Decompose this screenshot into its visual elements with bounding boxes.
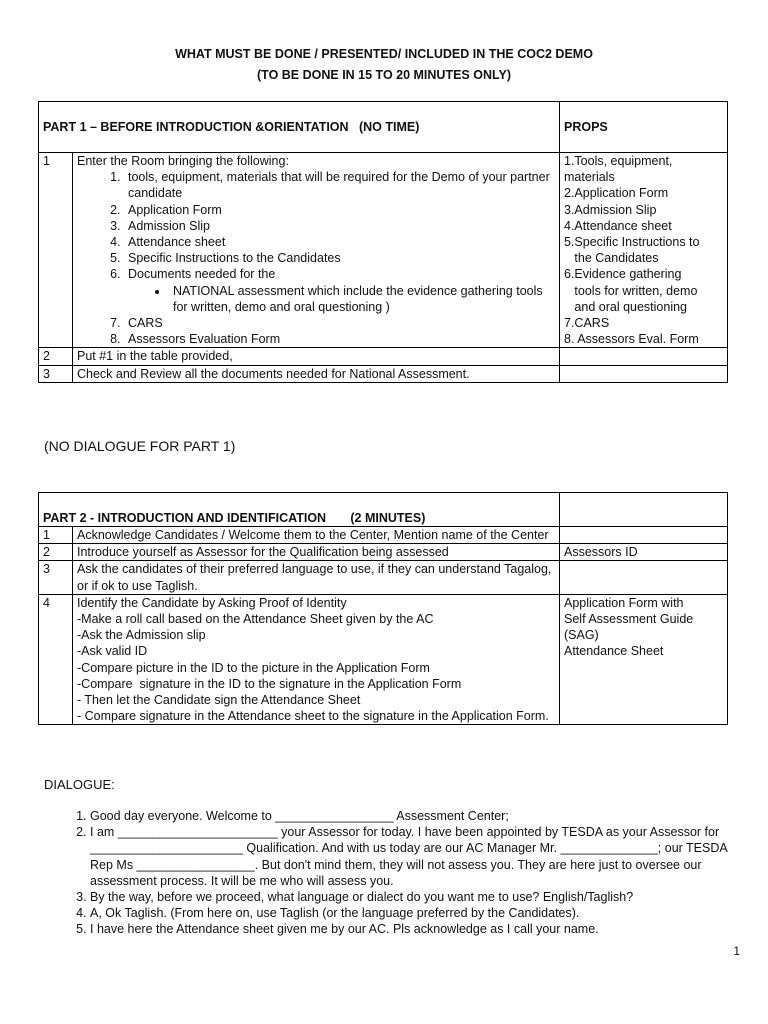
part2-table xyxy=(38,492,728,725)
list-item: 7. CARS xyxy=(124,315,555,331)
part2-row2-content: Introduce yourself as Assessor for the Qualification being assessed xyxy=(73,544,560,561)
part2-row1-number: 1 xyxy=(39,527,73,544)
part1-row1-number: 1 xyxy=(39,153,73,348)
part1-row3-content: Check and Review all the documents needed for National Assessment. xyxy=(73,365,560,382)
list-item: 8. Assessors Evaluation Form xyxy=(124,331,555,347)
page-number: 1 xyxy=(733,944,740,958)
row1-sub-bullets xyxy=(77,283,555,315)
part2-row1-content: Acknowledge Candidates / Welcome them to the Center, Mention name of the Center xyxy=(73,527,560,544)
props-heading: PROPS xyxy=(564,119,608,134)
dialogue-line: 5. I have here the Attendance sheet given me by our AC. Pls acknowledge as I call your name. xyxy=(90,921,750,937)
part1-row2-props xyxy=(560,348,728,365)
part2-row3-props xyxy=(560,561,728,594)
part1-row1-content xyxy=(73,153,560,348)
part2-row3-content: Ask the candidates of their preferred language to use, if they can understand Tagalog, or if ok to use Taglish. xyxy=(73,561,560,594)
dialogue-line: 3. By the way, before we proceed, what language or dialect do you want me to use? English/Taglish? xyxy=(90,889,750,905)
part2-row1-props xyxy=(560,527,728,544)
list-item: 2. Application Form xyxy=(124,202,555,218)
part1-row1-props: 1.Tools, equipment, materials 2.Application Form 3.Admission Slip 4.Attendance sheet 5.Specific Instructions to the Candidates 6.Evidence gathering tools for written, demo and oral questioning 7.CARS 8. Assessors Eval. Form xyxy=(560,153,728,348)
part2-row4-props: Application Form with Self Assessment Guide (SAG) Attendance Sheet xyxy=(560,594,728,725)
part1-heading: PART 1 – BEFORE INTRODUCTION &ORIENTATION (NO TIME) xyxy=(43,119,420,134)
row1-items-list-continued xyxy=(77,315,555,347)
part1-table xyxy=(38,101,728,383)
dialogue-line: 2. I am _______________________ your Assessor for today. I have been appointed by TESDA as your Assessor for ______________________ Qualification. And with us today are our AC Manager Mr. ______________; our TESDA Rep Ms _________________. But don't mind them, they will not assess you. They are here just to oversee our assessment process. It will be me who will assess you. xyxy=(90,824,750,889)
list-item: 5. Specific Instructions to the Candidates xyxy=(124,250,555,266)
part2-props-heading-cell xyxy=(560,493,728,527)
part1-row3-props xyxy=(560,365,728,382)
part2-row4-number: 4 xyxy=(39,594,73,725)
dialogue-line: 1. Good day everyone. Welcome to _________________ Assessment Center; xyxy=(90,808,750,824)
part2-row2-number: 2 xyxy=(39,544,73,561)
part1-row3-number: 3 xyxy=(39,365,73,382)
part1-heading-cell xyxy=(39,102,560,153)
dialogue-label: DIALOGUE: xyxy=(44,777,115,792)
row1-intro: Enter the Room bringing the following: xyxy=(77,154,289,168)
part2-heading-cell xyxy=(39,493,560,527)
list-item: 6. Documents needed for the xyxy=(124,266,555,282)
part1-note: (NO DIALOGUE FOR PART 1) xyxy=(44,438,236,454)
part1-row2-content: Put #1 in the table provided, xyxy=(73,348,560,365)
list-item: 4. Attendance sheet xyxy=(124,234,555,250)
row1-items-list xyxy=(77,169,555,282)
list-item: 1. tools, equipment, materials that will be required for the Demo of your partner candidate xyxy=(124,169,555,201)
part2-heading: PART 2 - INTRODUCTION AND IDENTIFICATION (2 MINUTES) xyxy=(43,510,426,525)
part2-row3-number: 3 xyxy=(39,561,73,594)
part1-props-heading-cell xyxy=(560,102,728,153)
part2-row4-content: Identify the Candidate by Asking Proof of Identity -Make a roll call based on the Attendance Sheet given by the AC -Ask the Admission slip -Ask valid ID -Compare picture in the ID to the picture in the Application Form -Compare signature in the ID to the signature in the Application Form - Then let the Candidate sign the Attendance Sheet - Compare signature in the Attendance sheet to the signature in the Application Form. xyxy=(73,594,560,725)
part2-row2-props: Assessors ID xyxy=(560,544,728,561)
document-title-line1: WHAT MUST BE DONE / PRESENTED/ INCLUDED IN THE COC2 DEMO xyxy=(175,47,593,61)
document-title-line2: (TO BE DONE IN 15 TO 20 MINUTES ONLY) xyxy=(257,68,511,82)
list-item: 3. Admission Slip xyxy=(124,218,555,234)
part1-row2-number: 2 xyxy=(39,348,73,365)
dialogue-list xyxy=(66,808,750,938)
bullet-item: • NATIONAL assessment which include the evidence gathering tools for written, demo and oral questioning ) xyxy=(169,283,555,315)
dialogue-line: 4. A, Ok Taglish. (From here on, use Taglish (or the language preferred by the Candidates). xyxy=(90,905,750,921)
